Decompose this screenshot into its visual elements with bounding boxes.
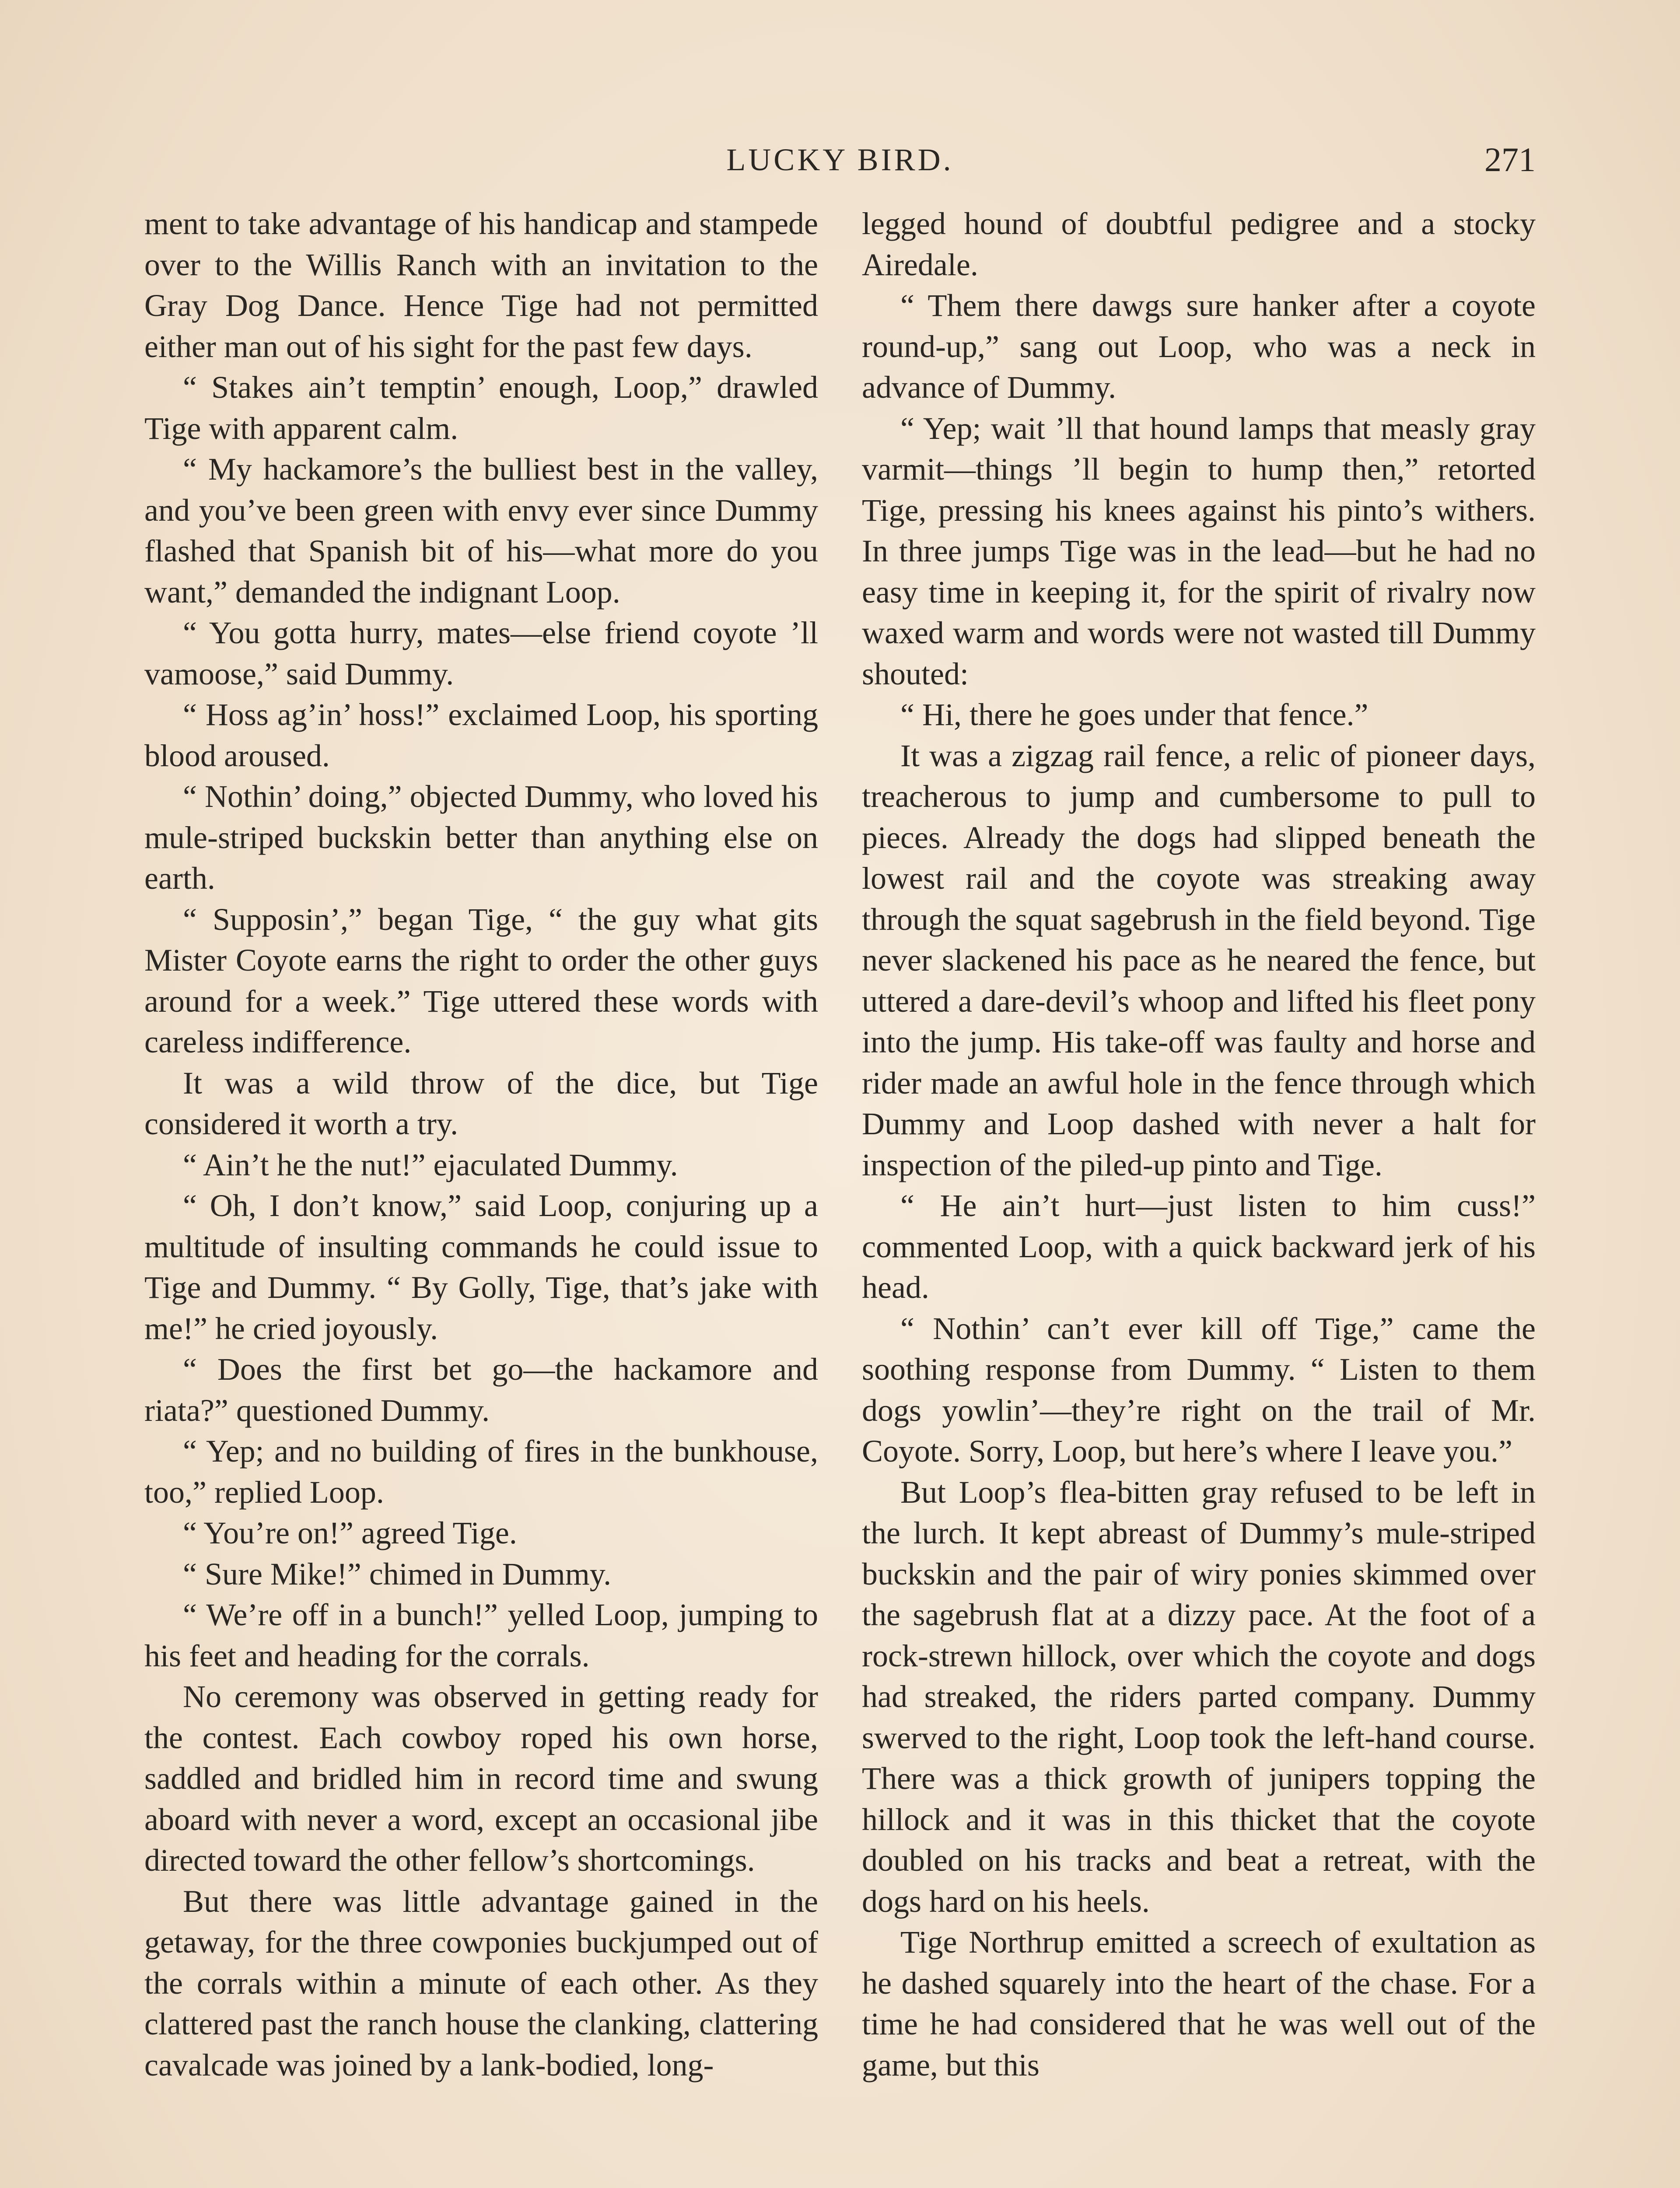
paragraph: “ Nothin’ can’t ever kill off Tige,” came the soothing response from Dummy. “ Listen to them dogs yowlin’—they’re right on the trail of Mr. Coyote. Sorry, Loop, but here’s where I leave you.”: [862, 1311, 1536, 1469]
paragraph: “ Does the first bet go—the hackamore and riata?” questioned Dummy.: [144, 1352, 818, 1428]
paragraph: legged hound of doubtful pedigree and a stocky Airedale.: [862, 206, 1536, 282]
paragraph: “ Yep; wait ’ll that hound lamps that measly gray varmit—things ’ll begin to hump then,” retorted Tige, pressing his knees against his pinto’s withers. In three jumps Tige was in the lead—but he had no easy time in keeping it, for the spirit of rivalry now waxed warm and words were not wasted till Dummy shouted:: [862, 410, 1536, 691]
paragraph: “ Oh, I don’t know,” said Loop, conjuring up a multitude of insulting commands he could issue to Tige and Dummy. “ By Golly, Tige, that’s jake with me!” he cried joyously.: [144, 1188, 818, 1346]
paragraph: “ Sure Mike!” chimed in Dummy.: [183, 1556, 612, 1592]
running-head: [144, 136, 1536, 184]
paragraph: “ Hoss ag’in’ hoss!” exclaimed Loop, his sporting blood aroused.: [144, 697, 818, 773]
right-column: [862, 203, 1536, 2188]
paragraph: ment to take advantage of his handicap and stampede over to the Willis Ranch with an invitation to the Gray Dog Dance. Hence Tige had not permitted either man out of his sight for the past few days.: [144, 206, 818, 364]
paragraph: No ceremony was observed in getting ready for the contest. Each cowboy roped his own horse, saddled and bridled him in record time and swung aboard with never a word, except an occasional jibe directed toward the other fellow’s shortcomings.: [144, 1679, 818, 1878]
paragraph: “ We’re off in a bunch!” yelled Loop, jumping to his feet and heading for the corrals.: [144, 1597, 818, 1673]
left-column: [144, 203, 818, 2188]
running-title: LUCKY BIRD.: [726, 142, 954, 177]
paragraph: But Loop’s flea-bitten gray refused to be left in the lurch. It kept abreast of Dummy’s mule-striped buckskin and the pair of wiry ponies skimmed over the sagebrush flat at a dizzy pace. At the foot of a rock-strewn hillock, over which the coyote and dogs had streaked, the riders parted company. Dummy swerved to the right, Loop took the left-hand course. There was a thick growth of junipers topping the hillock and it was in this thicket that the coyote doubled on his tracks and beat a retreat, with the dogs hard on his heels.: [862, 1474, 1536, 1919]
paragraph: “ Nothin’ doing,” objected Dummy, who loved his mule-striped buckskin better than anything else on earth.: [144, 779, 818, 896]
paragraph: “ Hi, there he goes under that fence.”: [900, 697, 1368, 732]
paragraph: But there was little advantage gained in the getaway, for the three cowponies buckjumped out of the corrals within a minute of each other. As they clattered past the ranch house the clanking, clattering cavalcade was joined by a lank-bodied, long-: [144, 1883, 818, 2083]
paragraph: “ Stakes ain’t temptin’ enough, Loop,” drawled Tige with apparent calm.: [144, 370, 818, 446]
paragraph: It was a zigzag rail fence, a relic of pioneer days, treacherous to jump and cumbersome to pull to pieces. Already the dogs had slipped beneath the lowest rail and the coyote was streaking away through the squat sagebrush in the field beyond. Tige never slackened his pace as he neared the fence, but uttered a dare-devil’s whoop and lifted his fleet pony into the jump. His take-off was faulty and horse and rider made an awful hole in the fence through which Dummy and Loop dashed with never a halt for inspection of the piled-up pinto and Tige.: [862, 738, 1536, 1182]
paragraph: “ You gotta hurry, mates—else friend coyote ’ll vamoose,” said Dummy.: [144, 615, 818, 691]
paragraph: “ Yep; and no building of fires in the bunkhouse, too,” replied Loop.: [144, 1434, 818, 1510]
paragraph: It was a wild throw of the dice, but Tige considered it worth a try.: [144, 1065, 818, 1141]
paragraph: “ He ain’t hurt—just listen to him cuss!” commented Loop, with a quick backward jerk of his head.: [862, 1188, 1536, 1305]
paragraph: Tige Northrup emitted a screech of exultation as he dashed squarely into the heart of the chase. For a time he had considered that he was well out of the game, but this: [862, 1925, 1536, 2083]
paragraph: “ My hackamore’s the bulliest best in the valley, and you’ve been green with envy ever since Dummy flashed that Spanish bit of his—what more do you want,” demanded the indignant Loop.: [144, 452, 818, 610]
paragraph: “ You’re on!” agreed Tige.: [183, 1515, 517, 1550]
paragraph: “ Ain’t he the nut!” ejaculated Dummy.: [183, 1147, 678, 1182]
paragraph: “ Supposin’,” began Tige, “ the guy what gits Mister Coyote earns the right to order the other guys around for a week.” Tige uttered these words with careless indifference.: [144, 901, 818, 1059]
text-columns: [144, 203, 1536, 2188]
page-number: 271: [1484, 140, 1536, 179]
paragraph: “ Them there dawgs sure hanker after a coyote round-up,” sang out Loop, who was a neck in advance of Dummy.: [862, 288, 1536, 405]
